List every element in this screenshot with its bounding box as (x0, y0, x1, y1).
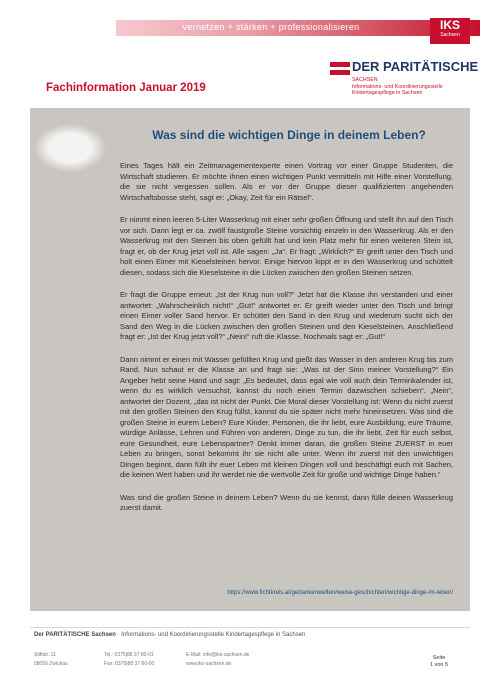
footer-organization (34, 632, 305, 638)
article-paragraph: Er nimmt einen leeren 5-Liter Wasserkrug mit einer sehr großen Öffnung und stellt ihn auf den Tisch vor sich. Dann legt er ca. zwölf faustgroße Steine vorsichtig einzeln in den Wasserkrug. Als er den Wasserkrug mit den Steinen bis oben gefüllt hat und kein Platz mehr für einen weiteren Stein ist, fragt er, ob der Krug jetzt voll ist. Alle sagen: „Ja“. Er fragt: „Wirklich?“ Er greift unter den Tisch und holt einen Eimer mit Kieselsteinen hervor. Einige hiervon kippt er in den Wasserkrug und schüttelt diesen, sodass sich die Kieselsteine in die Lücken zwischen den großen Steinen setzen. (120, 215, 453, 277)
article-paragraph: Dann nimmt er einen mit Wasser gefüllten Krug und gießt das Wasser in den anderen Krug bis zum Rand. Nun schaut er die Klasse an und fragt sie: „Was ist der Sinn meiner Vorstellung?“ Ein Angeber hebt seine Hand und sagt: „Es bedeutet, dass egal wie voll auch dein Terminkalender ist, wenn du es wirklich versuchst, kannst du noch einen Termin dazwischen schieben“. „Nein“, antwortet der Dozent, „das ist nicht der Punkt. Die Moral dieser Vorstellung ist: Wenn du nicht zuerst mit den großen Steinen den Krug füllst, kannst du sie später nicht mehr hineinsetzen. Was sind die großen Steine in eurem Leben? Eure Kinder, Personen, die ihr liebt, eure Ausbildung, eure Träume, würdige Anlässe, Lehren und Führen von anderen, Dinge zu tun, die ihr liebt, Zeit für euch selbst, eure Gesundheit, eure Lebenspartner? Denkt immer daran, die großen Steine ZUERST in euer Leben zu bringen, sonst bekommt ihr sie nicht alle unter. Wenn ihr zuerst mit den unwichtigen Dingen beginnt, dann füllt ihr euer Leben mit kleinen Dingen voll und beschäftigt euch mit Sachen, die keinen Wert haben und ihr werdet nie die wertvolle Zeit für große und wichtige Dinge haben.“ (120, 354, 453, 479)
logo-sub-line2: Informations- und Koordinierungsstelle (352, 83, 443, 90)
page-number (430, 655, 448, 669)
logo-sub-line1: SACHSEN (352, 77, 378, 83)
source-link[interactable]: https://www.fichtkreis.at/gedankenwelten/weise-geschichten/wichtige-dinge-im-leben/ (227, 590, 453, 596)
footer-phone (104, 651, 154, 669)
iks-logo (430, 18, 470, 44)
logo-name: DER PARITÄTISCHE (352, 59, 479, 74)
article-heading: Was sind die wichtigen Dinge in deinem Leben? (152, 128, 426, 142)
page-of: 1 von 5 (430, 662, 449, 668)
logo-mark-icon (330, 62, 350, 78)
footer-web[interactable]: www.iks-sachsen.de (186, 661, 232, 667)
footer-street: Stiftstr. 11 (34, 652, 56, 658)
footer-org-name: Der PARITÄTISCHE Sachsen (34, 632, 116, 638)
footer-fax: Fax: 0375|88 37 80-00 (104, 661, 155, 667)
article-body (120, 161, 453, 526)
footer-email[interactable]: E-Mail: info@iks-sachsen.de (186, 652, 250, 658)
page-label: Seite (432, 655, 446, 661)
article-paragraph: Er fragt die Gruppe erneut: „Ist der Krug nun voll?“ Jetzt hat die Klasse ihn verstanden und einer antwortet: „Wahrscheinlich nicht!“ „Gut!“ antwortet er. Er greift wieder unter den Tisch und bringt einen Eimer voller Sand hervor. Er schüttet den Sand in den Krug und wiederum sucht sich der Sand den Weg in die Lücken zwischen den großen Steinen und den Kieselsteinen. Anschließend fragt er: „Ist der Krug jetzt voll?“ „Nein!“ ruft die Klasse. Nochmals sagt er: „Gut!“ (120, 290, 453, 341)
logo-sub-line3: Kindertagespflege in Sachsen (352, 90, 423, 96)
footer-contact (186, 651, 249, 669)
footer-tel: Tel.: 0375|88 37 80-01 (104, 652, 154, 658)
document-title: Fachinformation Januar 2019 (46, 82, 206, 94)
banner-slogan: vernetzen + stärken + professionalisieren (182, 22, 360, 32)
footer-address (34, 651, 68, 669)
article-paragraph: Was sind die großen Steine in deinem Leben? Wenn du sie kennst, dann fülle deinen Wasserkrug zuerst damit. (120, 492, 453, 512)
footer-city: 08056 Zwickau (34, 661, 68, 667)
paritaetische-logo (330, 57, 480, 107)
logo-subtitle (352, 77, 443, 97)
article-paragraph: Eines Tages hält ein Zeitmanagementexperte einen Vortrag vor einer Gruppe Studenten, die Wirtschaft studieren. Er möchte ihnen einen wichtigen Punkt vermitteln mit Hilfe einer Vorstellung, die sie nicht vergessen sollen. Als er vor der Gruppe dieser qualifizierten angehenden Wirtschaftsbosse steht, sagt er: „Okay, Zeit für ein Rätsel“. (120, 161, 453, 202)
header-banner (116, 20, 480, 36)
iks-logo-sub: Sachsen (440, 32, 460, 38)
footer-org-rest: · Informations- und Koordinierungsstelle Kindertagespflege in Sachsen (115, 632, 306, 638)
footer-divider (30, 627, 470, 628)
iks-logo-text: IKS (439, 18, 460, 32)
